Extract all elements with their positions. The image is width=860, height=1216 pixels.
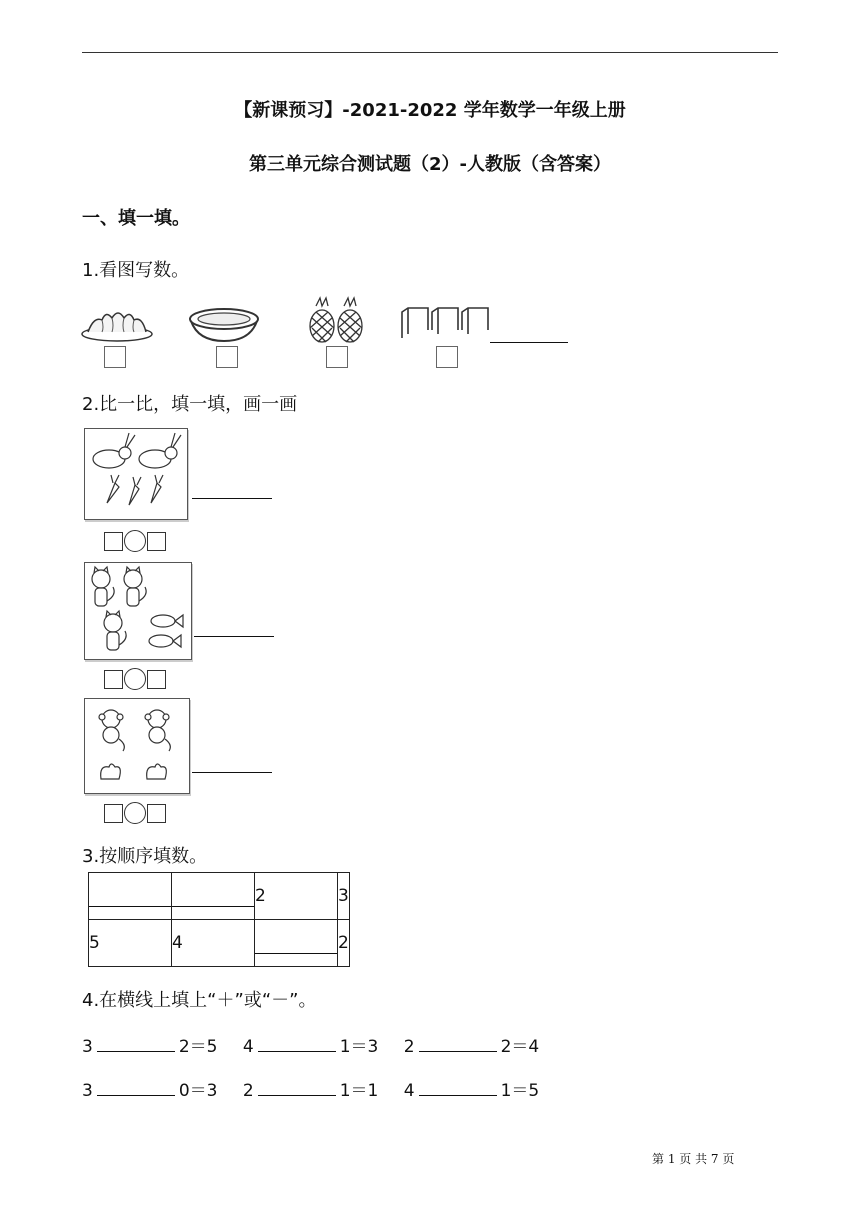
table-row xyxy=(89,873,350,920)
q2-answer-line-1[interactable] xyxy=(192,498,272,499)
operator-blank[interactable] xyxy=(97,1050,175,1052)
peaches-plate-picture xyxy=(80,298,154,344)
q1-answer-box-peaches[interactable] xyxy=(104,346,126,368)
q1-prompt: 1.看图写数。 xyxy=(82,260,190,281)
compare-boxes-1[interactable] xyxy=(104,530,166,552)
operator-blank[interactable] xyxy=(258,1094,336,1096)
operator-blank[interactable] xyxy=(419,1050,497,1052)
table-cell-blank[interactable] xyxy=(89,873,172,920)
pineapples-picture xyxy=(306,296,366,344)
compare-right-square[interactable] xyxy=(147,804,166,823)
compare-right-square[interactable] xyxy=(147,670,166,689)
equation: 2 2＝4 xyxy=(403,1037,540,1057)
q4-equation-row-1 xyxy=(82,1032,559,1057)
equation: 4 1＝5 xyxy=(403,1081,540,1101)
compare-circle[interactable] xyxy=(124,802,146,824)
table-row xyxy=(89,920,350,967)
compare-circle[interactable] xyxy=(124,668,146,690)
compare-left-square[interactable] xyxy=(104,532,123,551)
q1-answer-box-doors[interactable] xyxy=(436,346,458,368)
sequence-table xyxy=(88,872,350,967)
operator-blank[interactable] xyxy=(258,1050,336,1052)
equation: 3 2＝5 xyxy=(82,1037,218,1057)
doc-title-line1: 【新课预习】-2021-2022 学年数学一年级上册 xyxy=(234,100,626,121)
table-cell-value: 4 xyxy=(172,920,255,967)
compare-boxes-3[interactable] xyxy=(104,802,166,824)
q4-equation-row-2 xyxy=(82,1076,559,1101)
equation: 3 0＝3 xyxy=(82,1081,218,1101)
empty-bowl-picture xyxy=(188,305,260,345)
q4-prompt: 4.在横线上填上“＋”或“－”。 xyxy=(82,990,317,1011)
page-number: 第 1 页 共 7 页 xyxy=(652,1152,735,1166)
table-cell-value: 2 xyxy=(338,920,350,967)
compare-left-square[interactable] xyxy=(104,670,123,689)
q1-answer-box-pineapples[interactable] xyxy=(326,346,348,368)
table-cell-blank[interactable] xyxy=(172,873,255,920)
q2-prompt: 2.比一比，填一填，画一画 xyxy=(82,394,298,415)
header-rule xyxy=(82,52,778,53)
operator-blank[interactable] xyxy=(419,1094,497,1096)
cats-fish-picture xyxy=(84,562,192,660)
equation: 2 1＝1 xyxy=(242,1081,379,1101)
table-cell-value: 2 xyxy=(255,873,338,920)
compare-boxes-2[interactable] xyxy=(104,668,166,690)
q2-answer-line-3[interactable] xyxy=(192,772,272,773)
q3-prompt: 3.按顺序填数。 xyxy=(82,846,208,867)
monkeys-peaches-picture xyxy=(84,698,190,794)
table-cell-value: 5 xyxy=(89,920,172,967)
table-cell-value: 3 xyxy=(338,873,350,920)
doc-title-line2: 第三单元综合测试题（2）-人教版（含答案） xyxy=(249,154,611,175)
compare-left-square[interactable] xyxy=(104,804,123,823)
operator-blank[interactable] xyxy=(97,1094,175,1096)
equation: 4 1＝3 xyxy=(242,1037,379,1057)
compare-circle[interactable] xyxy=(124,530,146,552)
section-heading: 一、填一填。 xyxy=(82,208,190,229)
q1-answer-box-bowl[interactable] xyxy=(216,346,238,368)
q2-answer-line-2[interactable] xyxy=(194,636,274,637)
compare-right-square[interactable] xyxy=(147,532,166,551)
q1-answer-line[interactable] xyxy=(490,342,568,343)
doors-picture xyxy=(398,304,490,340)
table-cell-blank[interactable] xyxy=(255,920,338,967)
rabbits-carrots-picture xyxy=(84,428,188,520)
